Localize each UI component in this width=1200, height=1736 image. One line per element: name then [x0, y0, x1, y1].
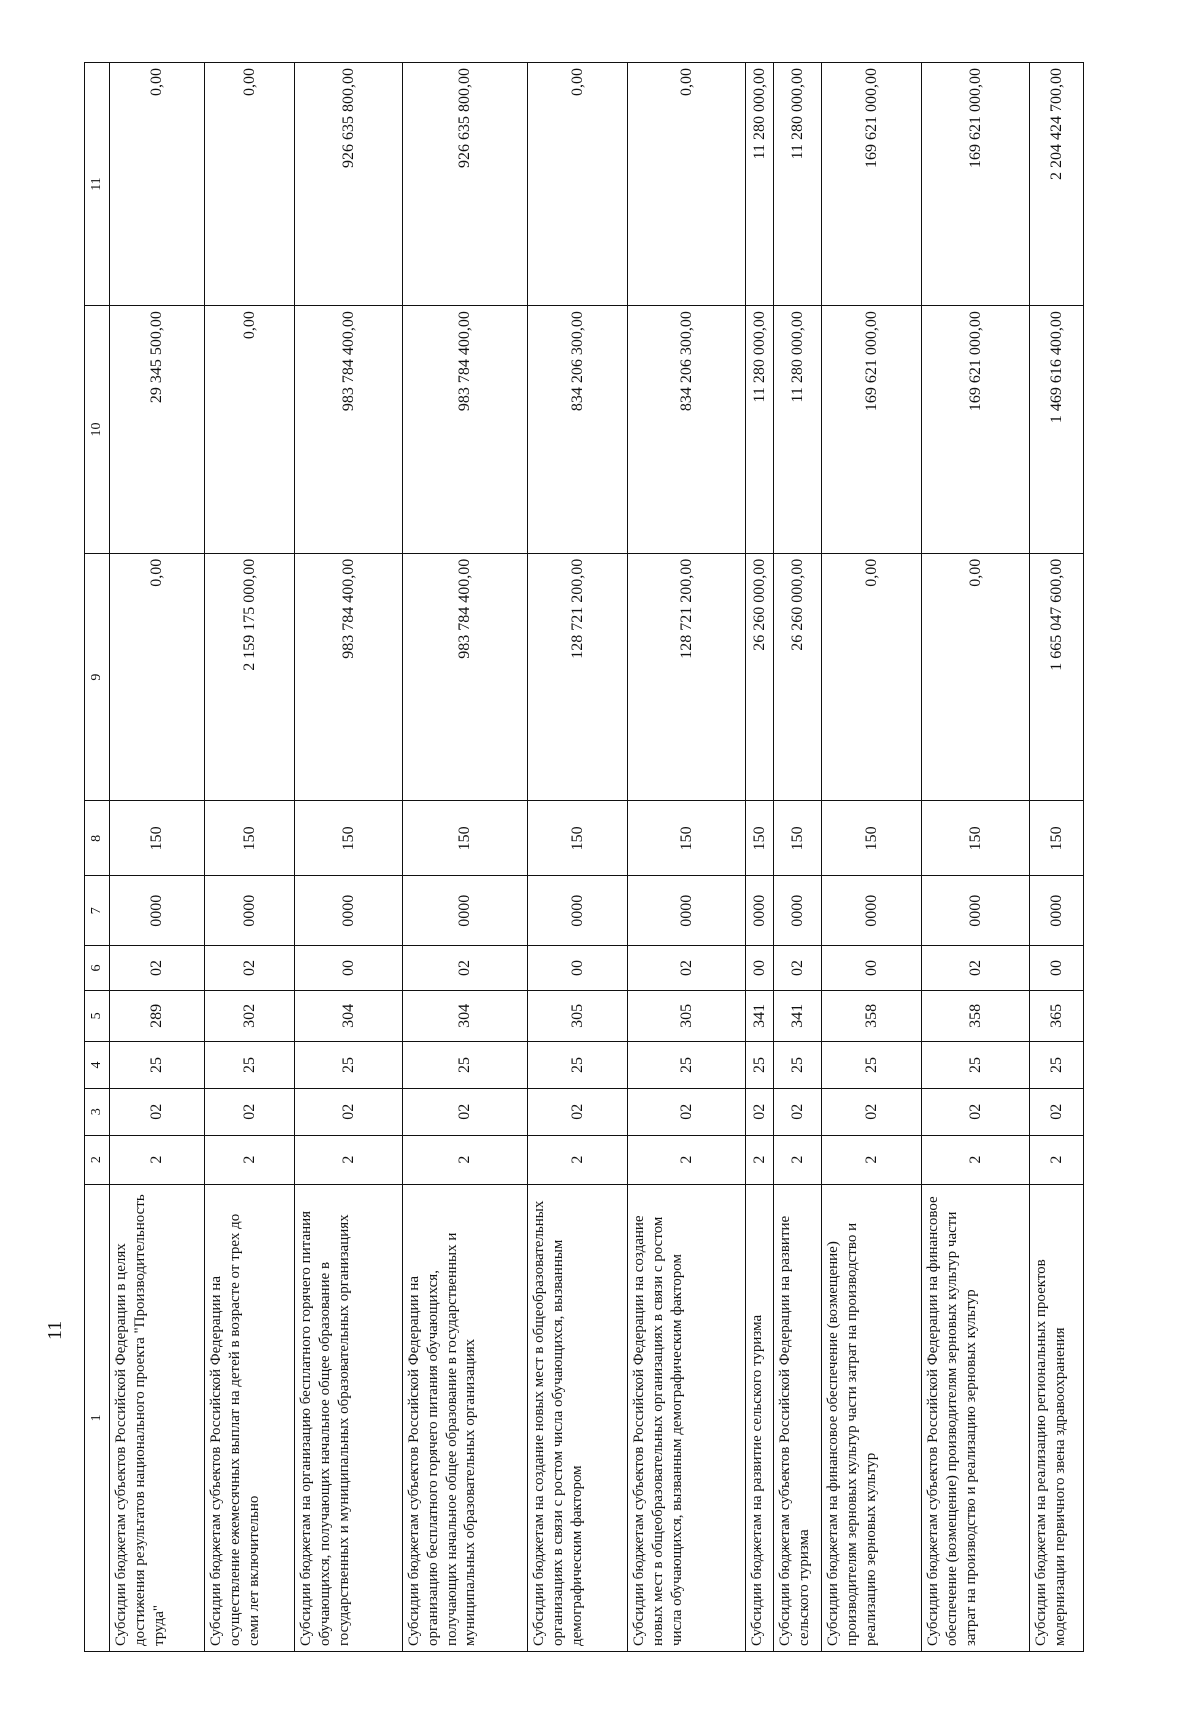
cell-col-8: 150 — [746, 801, 774, 876]
rotated-table-container — [84, 62, 1116, 1652]
cell-col-4: 25 — [403, 1042, 528, 1089]
cell-col-8: 150 — [628, 801, 746, 876]
cell-col-9: 2 159 175 000,00 — [205, 553, 295, 801]
cell-col-5: 358 — [822, 990, 922, 1041]
header-row — [85, 63, 110, 1652]
cell-col-6: 00 — [822, 946, 922, 990]
cell-col-6: 02 — [774, 946, 822, 990]
cell-col-4: 25 — [628, 1042, 746, 1089]
table-row — [922, 63, 1030, 1652]
cell-col-6: 02 — [922, 946, 1030, 990]
cell-col-3: 02 — [295, 1088, 403, 1135]
row-name: Субсидии бюджетам субъектов Российской Федерации на развитие сельского туризма — [774, 1184, 822, 1651]
page-number: 11 — [44, 1320, 66, 1340]
col-header-7: 7 — [85, 876, 110, 946]
cell-col-3: 02 — [1030, 1088, 1084, 1135]
row-name: Субсидии бюджетам субъектов Российской Федерации в целях достижения результатов национального проекта "Производительность труда" — [110, 1184, 205, 1651]
cell-col-8: 150 — [922, 801, 1030, 876]
cell-col-9: 1 665 047 600,00 — [1030, 553, 1084, 801]
cell-col-8: 150 — [110, 801, 205, 876]
cell-col-9: 0,00 — [822, 553, 922, 801]
col-header-2: 2 — [85, 1135, 110, 1184]
cell-col-10: 169 621 000,00 — [922, 306, 1030, 554]
cell-col-4: 25 — [774, 1042, 822, 1089]
cell-col-8: 150 — [295, 801, 403, 876]
cell-col-2: 2 — [295, 1135, 403, 1184]
cell-col-5: 305 — [528, 990, 628, 1041]
table-row — [774, 63, 822, 1652]
cell-col-9: 983 784 400,00 — [295, 553, 403, 801]
cell-col-11: 11 280 000,00 — [774, 63, 822, 306]
cell-col-6: 00 — [1030, 946, 1084, 990]
cell-col-11: 2 204 424 700,00 — [1030, 63, 1084, 306]
cell-col-5: 341 — [746, 990, 774, 1041]
cell-col-4: 25 — [822, 1042, 922, 1089]
cell-col-10: 983 784 400,00 — [403, 306, 528, 554]
row-name: Субсидии бюджетам на реализацию региональных проектов модернизации первичного звена здравоохранения — [1030, 1184, 1084, 1651]
cell-col-7: 0000 — [628, 876, 746, 946]
row-name: Субсидии бюджетам субъектов Российской Федерации на финансовое обеспечение (возмещение) производителям зерновых культур части затрат на производство и реализацию зерновых культур — [922, 1184, 1030, 1651]
cell-col-11: 926 635 800,00 — [295, 63, 403, 306]
row-name: Субсидии бюджетам субъектов Российской Федерации на организацию бесплатного горячего питания обучающихся, получающих начальное общее образование в государственных и муниципальных образовательных организациях — [403, 1184, 528, 1651]
col-header-6: 6 — [85, 946, 110, 990]
cell-col-8: 150 — [822, 801, 922, 876]
cell-col-7: 0000 — [774, 876, 822, 946]
cell-col-7: 0000 — [403, 876, 528, 946]
cell-col-10: 834 206 300,00 — [528, 306, 628, 554]
cell-col-10: 0,00 — [205, 306, 295, 554]
row-name: Субсидии бюджетам субъектов Российской Федерации на осуществление ежемесячных выплат на детей в возрасте от трех до семи лет включительно — [205, 1184, 295, 1651]
table-row — [628, 63, 746, 1652]
cell-col-10: 983 784 400,00 — [295, 306, 403, 554]
cell-col-8: 150 — [205, 801, 295, 876]
cell-col-11: 11 280 000,00 — [746, 63, 774, 306]
cell-col-4: 25 — [1030, 1042, 1084, 1089]
row-name: Субсидии бюджетам на финансовое обеспечение (возмещение) производителям зерновых культур части затрат на производство и реализацию зерновых культур — [822, 1184, 922, 1651]
cell-col-2: 2 — [528, 1135, 628, 1184]
cell-col-3: 02 — [528, 1088, 628, 1135]
cell-col-8: 150 — [774, 801, 822, 876]
cell-col-7: 0000 — [1030, 876, 1084, 946]
cell-col-8: 150 — [528, 801, 628, 876]
cell-col-3: 02 — [628, 1088, 746, 1135]
cell-col-9: 128 721 200,00 — [528, 553, 628, 801]
row-name: Субсидии бюджетам субъектов Российской Федерации на создание новых мест в общеобразовательных организациях в связи с ростом числа обучающихся, вызванным демографическим фактором — [628, 1184, 746, 1651]
col-header-4: 4 — [85, 1042, 110, 1089]
cell-col-10: 29 345 500,00 — [110, 306, 205, 554]
cell-col-4: 25 — [205, 1042, 295, 1089]
cell-col-6: 00 — [528, 946, 628, 990]
cell-col-9: 0,00 — [922, 553, 1030, 801]
cell-col-9: 128 721 200,00 — [628, 553, 746, 801]
cell-col-3: 02 — [746, 1088, 774, 1135]
table-row — [295, 63, 403, 1652]
cell-col-3: 02 — [774, 1088, 822, 1135]
cell-col-2: 2 — [774, 1135, 822, 1184]
cell-col-6: 02 — [110, 946, 205, 990]
row-name: Субсидии бюджетам на развитие сельского туризма — [746, 1184, 774, 1651]
cell-col-8: 150 — [1030, 801, 1084, 876]
cell-col-3: 02 — [822, 1088, 922, 1135]
table-row — [205, 63, 295, 1652]
cell-col-7: 0000 — [922, 876, 1030, 946]
cell-col-8: 150 — [403, 801, 528, 876]
cell-col-10: 834 206 300,00 — [628, 306, 746, 554]
cell-col-3: 02 — [205, 1088, 295, 1135]
cell-col-10: 169 621 000,00 — [822, 306, 922, 554]
cell-col-7: 0000 — [110, 876, 205, 946]
cell-col-5: 341 — [774, 990, 822, 1041]
cell-col-5: 304 — [295, 990, 403, 1041]
table-row — [822, 63, 922, 1652]
cell-col-6: 00 — [295, 946, 403, 990]
cell-col-5: 302 — [205, 990, 295, 1041]
col-header-3: 3 — [85, 1088, 110, 1135]
cell-col-4: 25 — [746, 1042, 774, 1089]
col-header-11: 11 — [85, 63, 110, 306]
cell-col-6: 02 — [403, 946, 528, 990]
cell-col-5: 289 — [110, 990, 205, 1041]
cell-col-2: 2 — [205, 1135, 295, 1184]
cell-col-10: 11 280 000,00 — [746, 306, 774, 554]
row-name: Субсидии бюджетам на организацию бесплатного горячего питания обучающихся, получающих начальное общее образование в государственных и муниципальных образовательных организациях — [295, 1184, 403, 1651]
cell-col-2: 2 — [110, 1135, 205, 1184]
cell-col-2: 2 — [1030, 1135, 1084, 1184]
cell-col-9: 26 260 000,00 — [774, 553, 822, 801]
cell-col-7: 0000 — [205, 876, 295, 946]
cell-col-2: 2 — [922, 1135, 1030, 1184]
cell-col-3: 02 — [403, 1088, 528, 1135]
cell-col-6: 00 — [746, 946, 774, 990]
cell-col-3: 02 — [922, 1088, 1030, 1135]
table-row — [110, 63, 205, 1652]
col-header-1: 1 — [85, 1184, 110, 1651]
row-name: Субсидии бюджетам на создание новых мест в общеобразовательных организациях в связи с ростом числа обучающихся, вызванным демографическим фактором — [528, 1184, 628, 1651]
cell-col-5: 365 — [1030, 990, 1084, 1041]
cell-col-4: 25 — [922, 1042, 1030, 1089]
col-header-9: 9 — [85, 553, 110, 801]
cell-col-5: 305 — [628, 990, 746, 1041]
cell-col-11: 169 621 000,00 — [822, 63, 922, 306]
cell-col-11: 0,00 — [205, 63, 295, 306]
cell-col-7: 0000 — [528, 876, 628, 946]
budget-table — [84, 62, 1084, 1652]
cell-col-9: 983 784 400,00 — [403, 553, 528, 801]
col-header-8: 8 — [85, 801, 110, 876]
cell-col-5: 304 — [403, 990, 528, 1041]
table-row — [528, 63, 628, 1652]
cell-col-11: 0,00 — [528, 63, 628, 306]
cell-col-9: 26 260 000,00 — [746, 553, 774, 801]
cell-col-11: 0,00 — [110, 63, 205, 306]
cell-col-4: 25 — [528, 1042, 628, 1089]
table-row — [1030, 63, 1084, 1652]
cell-col-5: 358 — [922, 990, 1030, 1041]
cell-col-10: 1 469 616 400,00 — [1030, 306, 1084, 554]
cell-col-4: 25 — [110, 1042, 205, 1089]
cell-col-2: 2 — [822, 1135, 922, 1184]
cell-col-11: 0,00 — [628, 63, 746, 306]
cell-col-6: 02 — [205, 946, 295, 990]
cell-col-11: 169 621 000,00 — [922, 63, 1030, 306]
cell-col-7: 0000 — [746, 876, 774, 946]
cell-col-11: 926 635 800,00 — [403, 63, 528, 306]
cell-col-9: 0,00 — [110, 553, 205, 801]
cell-col-10: 11 280 000,00 — [774, 306, 822, 554]
cell-col-2: 2 — [746, 1135, 774, 1184]
cell-col-7: 0000 — [822, 876, 922, 946]
table-row — [746, 63, 774, 1652]
cell-col-7: 0000 — [295, 876, 403, 946]
cell-col-2: 2 — [628, 1135, 746, 1184]
col-header-10: 10 — [85, 306, 110, 554]
cell-col-6: 02 — [628, 946, 746, 990]
cell-col-3: 02 — [110, 1088, 205, 1135]
table-row — [403, 63, 528, 1652]
cell-col-4: 25 — [295, 1042, 403, 1089]
col-header-5: 5 — [85, 990, 110, 1041]
cell-col-2: 2 — [403, 1135, 528, 1184]
